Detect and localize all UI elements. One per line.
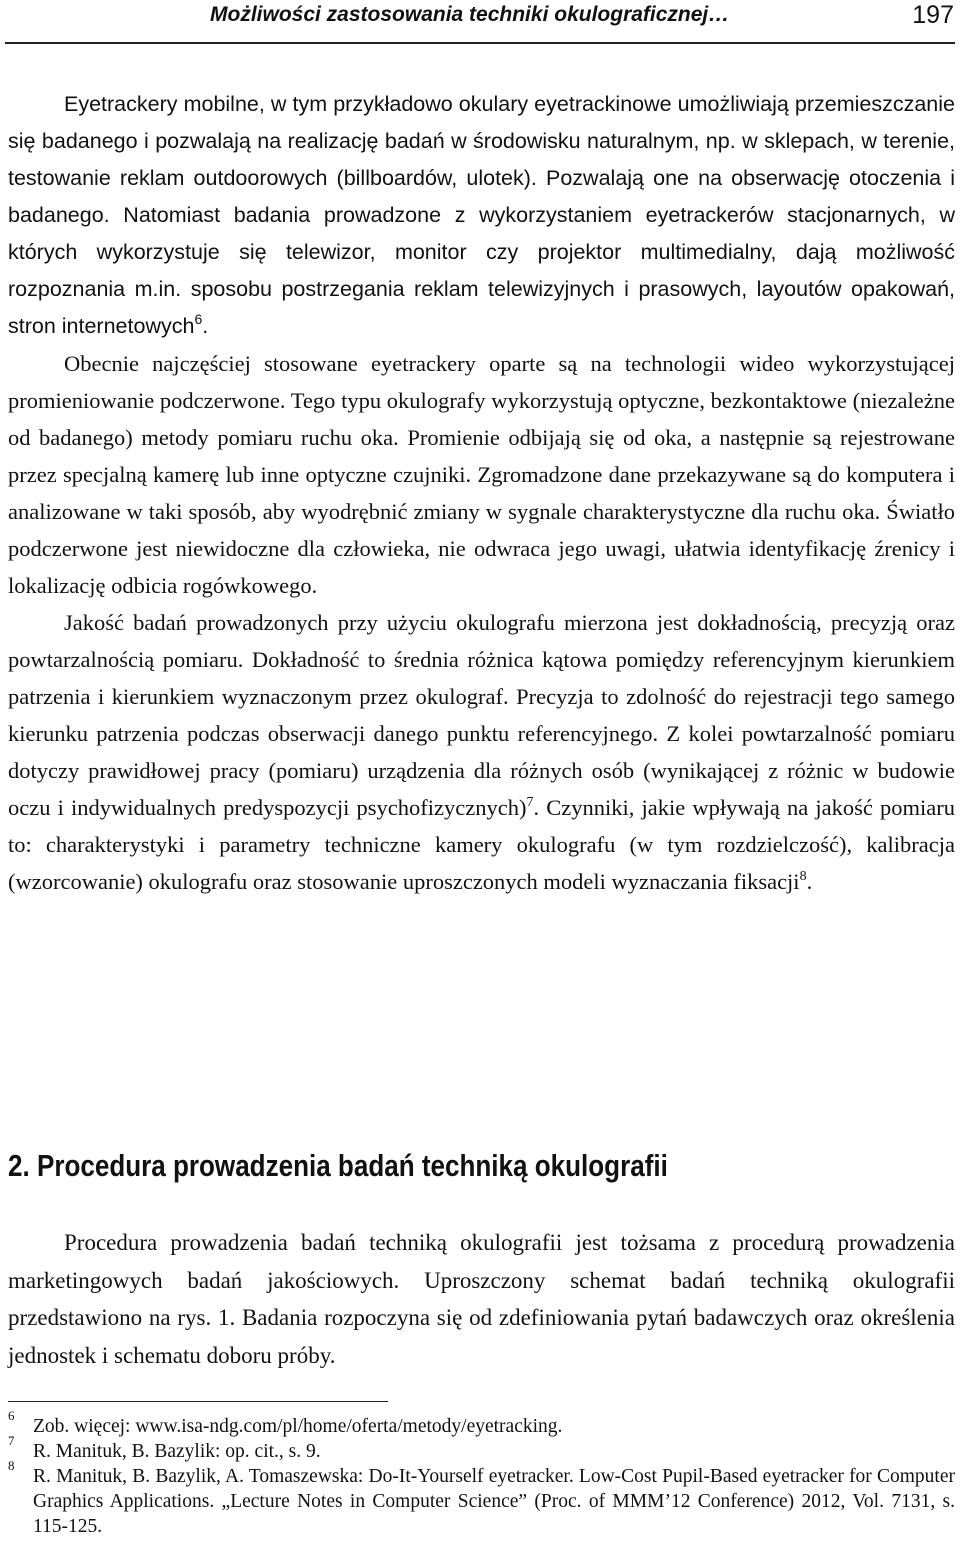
footnote-ref-8: 8 bbox=[799, 869, 807, 884]
footnote bbox=[8, 1408, 955, 1439]
footnote bbox=[8, 1433, 955, 1464]
footnote-number: 6 bbox=[8, 1408, 15, 1423]
section-heading: 2. Procedura prowadzenia badań techniką okulografii bbox=[8, 1148, 668, 1183]
footnotes bbox=[8, 1408, 955, 1539]
paragraph-infrared-technology: Obecnie najczęściej stosowane eyetrackery oparte są na technologii wideo wykorzystującej promieniowanie podczerwone. Tego typu okulografy wykorzystują optyczne, bezkontaktowe (niezależne od badanego) metody pomiaru ruchu oka. Promienie odbijają się od oka, a następnie są rejestrowane przez specjalną kamerę lub inne optyczne czujniki. Zgromadzone dane przekazywane są do komputera i analizowane w taki sposób, aby wyodrębnić zmiany w sygnale charakterystyczne dla ruchu oka. Światło podczerwone jest niewidoczne dla człowieka, nie odwraca jego uwagi, ułatwia identyfikację źrenicy i lokalizację odbicia rogówkowego. bbox=[8, 351, 955, 598]
footnote-text: R. Manituk, B. Bazylik, A. Tomaszewska: Do-It-Yourself eyetracker. Low-Cost Pupil-Based eyetracker for Computer Graphics Applications. „Lecture Notes in Computer Science” (Proc. of MMM’12 Conference) 2012, Vol. 7131, s. 115-125. bbox=[33, 1466, 955, 1537]
footnote-number: 8 bbox=[8, 1458, 15, 1473]
footnote-text: R. Manituk, B. Bazylik: op. cit., s. 9. bbox=[33, 1441, 321, 1462]
body-text bbox=[8, 86, 955, 900]
paragraph-measurement-quality: Jakość badań prowadzonych przy użyciu okulografu mierzona jest dokładnością, precyzją oraz powtarzalnością pomiaru. Dokładność to średnia różnica kątowa pomiędzy referencyjnym kierunkiem patrzenia i kierunkiem wyznaczonym przez okulograf. Precyzja to zdolność do rejestracji tego samego kierunku patrzenia podczas obserwacji danego punktu referencyjnego. Z kolei powtarzalność pomiaru dotyczy prawidłowej pracy (pomiaru) urządzenia dla różnych osób (wynikającej z różnic w budowie oczu i indywidualnych predyspozycji psychofizycznych)$^7$. Czynniki, jakie wpływają na jakość pomiaru to: charakterystyki i parametry techniczne kamery okulografu (w tym rozdzielczość), kalibracja (wzorcowanie) okulografu oraz stosowanie uproszczonych modeli wyznaczania fiksacji$^8$. bbox=[8, 610, 955, 894]
footnote-text: Zob. więcej: www.isa-ndg.com/pl/home/oferta/metody/eyetracking. bbox=[33, 1416, 563, 1437]
footnote-ref-6: 6 bbox=[194, 311, 203, 327]
running-title: Możliwości zastosowania techniki okulograficznej… bbox=[210, 3, 730, 26]
footnote bbox=[8, 1458, 955, 1539]
paragraph-procedure: Procedura prowadzenia badań techniką okulografii jest tożsama z procedurą prowadzenia marketingowych badań jakościowych. Uproszczony schemat badań techniką okulografii przedstawiono na rys. 1. Badania rozpoczyna się od zdefiniowania pytań badawczych oraz określenia jednostek i schematu doboru próby. bbox=[8, 1230, 955, 1368]
header-rule bbox=[5, 42, 955, 44]
page-number: 197 bbox=[912, 1, 954, 29]
footnote-rule bbox=[8, 1401, 388, 1402]
section-body bbox=[8, 1224, 955, 1374]
footnote-number: 7 bbox=[8, 1433, 15, 1448]
footnote-ref-7: 7 bbox=[526, 795, 534, 810]
page-header bbox=[0, 0, 960, 30]
paragraph-mobile-eyetrackers: Eyetrackery mobilne, w tym przykładowo okulary eyetrackinowe umożliwiają przemieszczanie się badanego i pozwalają na realizację badań w środowisku naturalnym, np. w sklepach, w terenie, testowanie reklam outdoorowych (billboardów, ulotek). Pozwalają one na obserwację otoczenia i badanego. Natomiast badania prowadzone z wykorzystaniem eyetrackerów stacjonarnych, w których wykorzystuje się telewizor, monitor czy projektor multimedialny, dają możliwość rozpoznania m.in. sposobu postrzegania reklam telewizyjnych i prasowych, layoutów opakowań, stron internetowych$^6$. bbox=[8, 92, 955, 338]
